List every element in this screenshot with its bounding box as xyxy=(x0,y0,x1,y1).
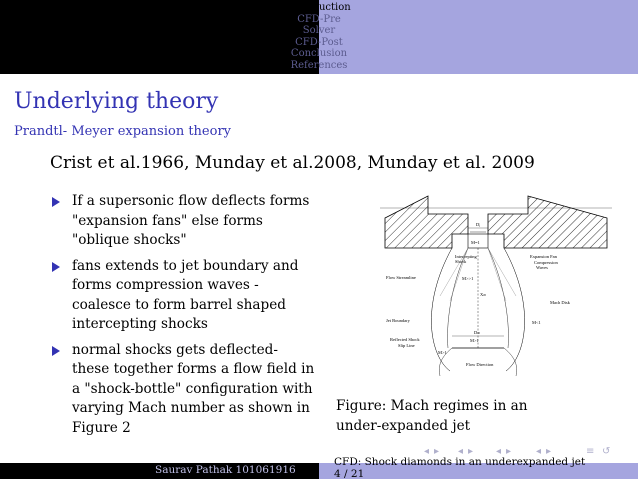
jet-diagram xyxy=(380,186,612,388)
nav-references[interactable]: References xyxy=(290,59,348,71)
nav-menu-icon[interactable]: ≡ xyxy=(586,446,595,457)
label-expansion-fan: Expansion Fan xyxy=(530,254,557,259)
bullet-item xyxy=(48,192,318,251)
nav-search-icon[interactable]: ↺ xyxy=(602,446,611,457)
footer-author: Saurav Pathak 101061916 xyxy=(155,464,296,476)
nav-cfd-pre[interactable]: CFD-Pre xyxy=(297,13,341,25)
nav-introduction[interactable]: Introduction xyxy=(287,2,351,13)
label-jet-boundary: Jet Boundary xyxy=(386,318,410,323)
label-m-lt-1: M<1 xyxy=(532,320,541,325)
bullet-list xyxy=(48,192,318,444)
label-compression-waves: Compression xyxy=(534,260,558,265)
label-slip-line: Slip Line xyxy=(398,343,415,348)
slide-subtitle: Prandtl- Meyer expansion theory xyxy=(14,124,232,139)
figure-caption: Figure: Mach regimes in an under-expanded jet xyxy=(336,398,528,434)
label-reflected-shock: Reflected Shock xyxy=(390,337,420,342)
triangle-bullet-icon xyxy=(52,197,60,207)
label-m-gt-1: M>>1 xyxy=(462,276,474,281)
bullet-item xyxy=(48,341,318,439)
label-intercepting-shock: Intercepting xyxy=(455,254,477,259)
label-flow-streamline: Flow Streamline xyxy=(386,275,416,280)
nav-next-appendix-icon[interactable]: ▸ xyxy=(546,446,552,457)
label-flow-direction: Flow Direction xyxy=(466,362,494,367)
nav-solver[interactable]: Solver xyxy=(302,25,336,36)
triangle-bullet-icon xyxy=(52,262,60,272)
nav-next-section-icon[interactable]: ▸ xyxy=(506,446,512,457)
nav-prev-appendix-icon[interactable]: ◂ xyxy=(536,446,542,457)
section-nav xyxy=(0,2,638,71)
bullet-text: If a supersonic flow deflects forms "expansion fans" else forms "oblique shocks" xyxy=(72,193,310,248)
bullet-text: normal shocks gets deflected- these together forms a flow field in a "shock-bottle" configuration with varying Mach number as shown in Figure 2 xyxy=(72,341,315,436)
slide-title: Underlying theory xyxy=(14,89,219,114)
label-intercepting-shock-2: Shock xyxy=(455,259,467,264)
label-xm: Xₘ xyxy=(480,292,487,297)
label-dj: Dⱼ xyxy=(476,222,481,227)
footer-page-number: 4 / 21 xyxy=(334,468,365,480)
label-mach-disk: Mach Disk xyxy=(550,300,570,305)
label-m1-bottom: M>1 xyxy=(438,350,447,355)
label-m1-top: M=1 xyxy=(471,240,480,245)
citation: Crist et al.1966, Munday et al.2008, Munday et al. 2009 xyxy=(50,153,535,173)
label-dm: Dₘ xyxy=(474,330,481,335)
footer-title: CFD: Shock diamonds in an underexpanded jet xyxy=(334,456,586,468)
nav-prev-subsection-icon[interactable]: ◂ xyxy=(458,446,464,457)
nav-cfd-post[interactable]: CFD-Post xyxy=(295,36,343,48)
label-compression-waves-2: Waves xyxy=(536,265,548,270)
label-m-gt-1-right: M>1 xyxy=(470,338,479,343)
nav-conclusion[interactable]: Conclusion xyxy=(290,48,348,59)
triangle-bullet-icon xyxy=(52,346,60,356)
nav-prev-frame-icon[interactable]: ◂ xyxy=(424,446,430,457)
nav-prev-section-icon[interactable]: ◂ xyxy=(496,446,502,457)
bullet-text: fans extends to jet boundary and forms compression waves - coalesce to form barrel shaped intercepting shocks xyxy=(72,257,299,332)
nav-next-subsection-icon[interactable]: ▸ xyxy=(468,446,474,457)
nav-next-frame-icon[interactable]: ▸ xyxy=(434,446,440,457)
bullet-item xyxy=(48,257,318,335)
